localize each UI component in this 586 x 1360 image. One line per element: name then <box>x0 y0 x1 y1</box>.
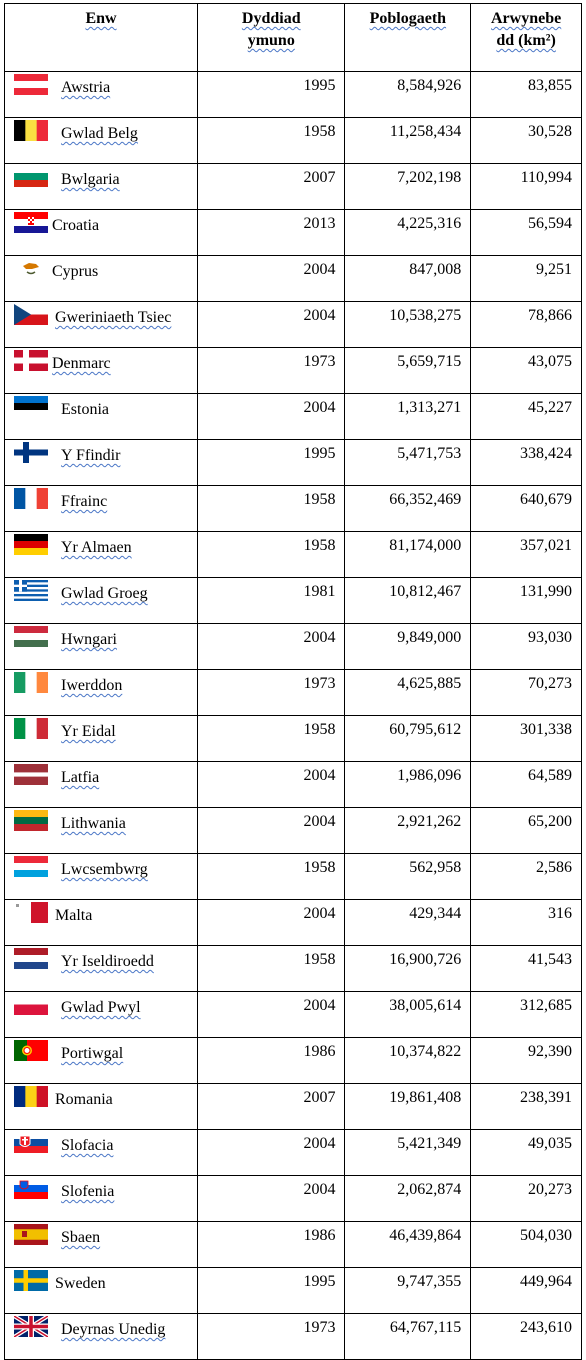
country-name: Yr Almaen <box>61 539 132 556</box>
population-value: 7,202,198 <box>345 164 471 210</box>
population-value: 8,584,926 <box>345 72 471 118</box>
population-value: 2,921,262 <box>345 808 471 854</box>
join-year: 2004 <box>198 394 345 440</box>
join-year: 2004 <box>198 256 345 302</box>
area-value: 56,594 <box>471 210 582 256</box>
country-name: Yr Eidal <box>61 723 116 740</box>
country-cell <box>5 762 198 808</box>
area-value: 316 <box>471 900 582 946</box>
country-name: Sbaen <box>61 1229 101 1246</box>
country-cell <box>5 1084 198 1130</box>
portugal-flag <box>14 1040 48 1061</box>
country-name: Deyrnas Unedig <box>61 1321 166 1338</box>
population-value: 9,849,000 <box>345 624 471 670</box>
join-year: 1986 <box>198 1038 345 1084</box>
country-cell <box>5 164 198 210</box>
country-name: Latfia <box>61 769 100 786</box>
area-value: 49,035 <box>471 1130 582 1176</box>
table-row <box>5 808 582 854</box>
join-year: 2007 <box>198 1084 345 1130</box>
estonia-flag <box>14 396 48 417</box>
join-year: 2007 <box>198 164 345 210</box>
country-cell <box>5 256 198 302</box>
join-year: 2004 <box>198 1176 345 1222</box>
join-year: 1973 <box>198 348 345 394</box>
country-name: Lwcsembwrg <box>61 861 148 878</box>
population-value: 429,344 <box>345 900 471 946</box>
netherlands-flag <box>14 948 48 969</box>
join-year: 1958 <box>198 118 345 164</box>
country-cell <box>5 808 198 854</box>
country-name: Yr Iseldiroedd <box>61 953 154 970</box>
belgium-flag <box>14 120 48 141</box>
area-value: 65,200 <box>471 808 582 854</box>
germany-flag <box>14 534 48 555</box>
country-cell <box>5 394 198 440</box>
country-cell <box>5 440 198 486</box>
area-value: 338,424 <box>471 440 582 486</box>
table-row <box>5 1268 582 1314</box>
area-value: 2,586 <box>471 854 582 900</box>
country-name: Y Ffindir <box>61 447 121 464</box>
area-value: 131,990 <box>471 578 582 624</box>
header-date: Dyddiad ymuno <box>198 4 345 72</box>
bulgaria-flag <box>14 166 48 187</box>
population-value: 11,258,434 <box>345 118 471 164</box>
malta-flag <box>14 902 48 923</box>
country-cell <box>5 118 198 164</box>
table-row <box>5 532 582 578</box>
country-cell <box>5 348 198 394</box>
population-value: 5,659,715 <box>345 348 471 394</box>
population-value: 10,374,822 <box>345 1038 471 1084</box>
area-value: 110,994 <box>471 164 582 210</box>
country-cell <box>5 1222 198 1268</box>
table-row <box>5 992 582 1038</box>
country-cell <box>5 1038 198 1084</box>
population-value: 66,352,469 <box>345 486 471 532</box>
country-cell <box>5 1314 198 1360</box>
population-value: 4,225,316 <box>345 210 471 256</box>
country-name: Romania <box>55 1091 113 1108</box>
area-value: 357,021 <box>471 532 582 578</box>
table-row <box>5 578 582 624</box>
table-row <box>5 946 582 992</box>
country-name: Slofacia <box>61 1137 114 1154</box>
table-row <box>5 256 582 302</box>
header-name: Enw <box>5 4 198 72</box>
join-year: 1958 <box>198 854 345 900</box>
country-cell <box>5 854 198 900</box>
area-value: 92,390 <box>471 1038 582 1084</box>
greece-flag <box>14 580 48 601</box>
country-cell <box>5 486 198 532</box>
population-value: 19,861,408 <box>345 1084 471 1130</box>
area-value: 83,855 <box>471 72 582 118</box>
join-year: 2004 <box>198 900 345 946</box>
latvia-flag <box>14 764 48 785</box>
country-name: Slofenia <box>61 1183 115 1200</box>
country-name: Malta <box>55 907 93 924</box>
czech-flag <box>14 304 48 325</box>
country-name: Gwlad Pwyl <box>61 999 141 1016</box>
join-year: 1958 <box>198 532 345 578</box>
country-cell <box>5 1176 198 1222</box>
population-value: 16,900,726 <box>345 946 471 992</box>
header-population: Poblogaeth <box>345 4 471 72</box>
table-row <box>5 624 582 670</box>
area-value: 64,589 <box>471 762 582 808</box>
poland-flag <box>14 994 48 1015</box>
area-value: 243,610 <box>471 1314 582 1360</box>
join-year: 1995 <box>198 72 345 118</box>
country-cell <box>5 72 198 118</box>
table-row <box>5 302 582 348</box>
country-name: Estonia <box>61 401 109 418</box>
population-value: 5,471,753 <box>345 440 471 486</box>
population-value: 9,747,355 <box>345 1268 471 1314</box>
country-cell <box>5 1268 198 1314</box>
country-cell <box>5 900 198 946</box>
table-row <box>5 164 582 210</box>
table-row <box>5 1222 582 1268</box>
population-value: 4,625,885 <box>345 670 471 716</box>
area-value: 640,679 <box>471 486 582 532</box>
join-year: 2004 <box>198 808 345 854</box>
population-value: 38,005,614 <box>345 992 471 1038</box>
join-year: 1958 <box>198 716 345 762</box>
population-value: 46,439,864 <box>345 1222 471 1268</box>
table-row <box>5 210 582 256</box>
table-row <box>5 1314 582 1360</box>
table-row <box>5 1176 582 1222</box>
table-row <box>5 440 582 486</box>
area-value: 41,543 <box>471 946 582 992</box>
table-row <box>5 1130 582 1176</box>
area-value: 20,273 <box>471 1176 582 1222</box>
join-year: 2004 <box>198 302 345 348</box>
join-year: 1986 <box>198 1222 345 1268</box>
france-flag <box>14 488 48 509</box>
join-year: 2004 <box>198 762 345 808</box>
country-cell <box>5 624 198 670</box>
header-area: Arwynebe dd (km²) <box>471 4 582 72</box>
area-value: 238,391 <box>471 1084 582 1130</box>
italy-flag <box>14 718 48 739</box>
country-name: Lithwania <box>61 815 126 832</box>
table-row <box>5 670 582 716</box>
country-cell <box>5 578 198 624</box>
population-value: 10,538,275 <box>345 302 471 348</box>
country-name: Bwlgaria <box>61 171 120 188</box>
slovenia-flag <box>14 1178 48 1199</box>
table-row <box>5 1038 582 1084</box>
population-value: 847,008 <box>345 256 471 302</box>
country-name: Sweden <box>55 1275 106 1292</box>
country-name: Gwlad Belg <box>61 125 138 142</box>
finland-flag <box>14 442 48 463</box>
table-row <box>5 1084 582 1130</box>
table-row <box>5 72 582 118</box>
table-row <box>5 900 582 946</box>
country-name: Hwngari <box>61 631 117 648</box>
table-row <box>5 854 582 900</box>
population-value: 81,174,000 <box>345 532 471 578</box>
join-year: 1958 <box>198 486 345 532</box>
area-value: 312,685 <box>471 992 582 1038</box>
join-year: 1973 <box>198 670 345 716</box>
join-year: 1995 <box>198 440 345 486</box>
country-name: Gwlad Groeg <box>61 585 148 602</box>
population-value: 562,958 <box>345 854 471 900</box>
uk-flag <box>14 1316 48 1337</box>
join-year: 1981 <box>198 578 345 624</box>
table-row <box>5 348 582 394</box>
country-cell <box>5 946 198 992</box>
table-row <box>5 716 582 762</box>
luxembourg-flag <box>14 856 48 877</box>
sweden-flag <box>14 1270 48 1291</box>
area-value: 70,273 <box>471 670 582 716</box>
country-name: Gweriniaeth Tsiec <box>55 309 172 326</box>
area-value: 9,251 <box>471 256 582 302</box>
area-value: 45,227 <box>471 394 582 440</box>
area-value: 449,964 <box>471 1268 582 1314</box>
population-value: 60,795,612 <box>345 716 471 762</box>
country-name: Portiwgal <box>61 1045 124 1062</box>
area-value: 30,528 <box>471 118 582 164</box>
romania-flag <box>14 1086 48 1107</box>
population-value: 64,767,115 <box>345 1314 471 1360</box>
table-row <box>5 394 582 440</box>
country-cell <box>5 670 198 716</box>
table-row <box>5 118 582 164</box>
ireland-flag <box>14 672 48 693</box>
table-row <box>5 762 582 808</box>
austria-flag <box>14 74 48 95</box>
area-value: 93,030 <box>471 624 582 670</box>
country-cell <box>5 992 198 1038</box>
join-year: 1958 <box>198 946 345 992</box>
area-value: 504,030 <box>471 1222 582 1268</box>
country-cell <box>5 210 198 256</box>
country-name: Cyprus <box>52 263 99 280</box>
population-value: 5,421,349 <box>345 1130 471 1176</box>
population-value: 2,062,874 <box>345 1176 471 1222</box>
population-value: 1,313,271 <box>345 394 471 440</box>
country-name: Iwerddon <box>61 677 123 694</box>
join-year: 1973 <box>198 1314 345 1360</box>
country-cell <box>5 1130 198 1176</box>
country-name: Denmarc <box>52 355 111 372</box>
hungary-flag <box>14 626 48 647</box>
table-row <box>5 486 582 532</box>
eu-members-table <box>4 3 582 1360</box>
join-year: 1995 <box>198 1268 345 1314</box>
area-value: 301,338 <box>471 716 582 762</box>
croatia-flag <box>14 212 48 233</box>
country-cell <box>5 302 198 348</box>
country-cell <box>5 532 198 578</box>
join-year: 2004 <box>198 1130 345 1176</box>
country-name: Ffrainc <box>61 493 108 510</box>
area-value: 43,075 <box>471 348 582 394</box>
country-name: Croatia <box>52 217 100 234</box>
population-value: 10,812,467 <box>345 578 471 624</box>
join-year: 2004 <box>198 992 345 1038</box>
area-value: 78,866 <box>471 302 582 348</box>
cyprus-flag <box>14 258 48 279</box>
lithuania-flag <box>14 810 48 831</box>
join-year: 2013 <box>198 210 345 256</box>
country-name: Awstria <box>61 79 111 96</box>
slovakia-flag <box>14 1132 48 1153</box>
header-row <box>5 4 582 72</box>
join-year: 2004 <box>198 624 345 670</box>
country-cell <box>5 716 198 762</box>
population-value: 1,986,096 <box>345 762 471 808</box>
denmark-flag <box>14 350 48 371</box>
